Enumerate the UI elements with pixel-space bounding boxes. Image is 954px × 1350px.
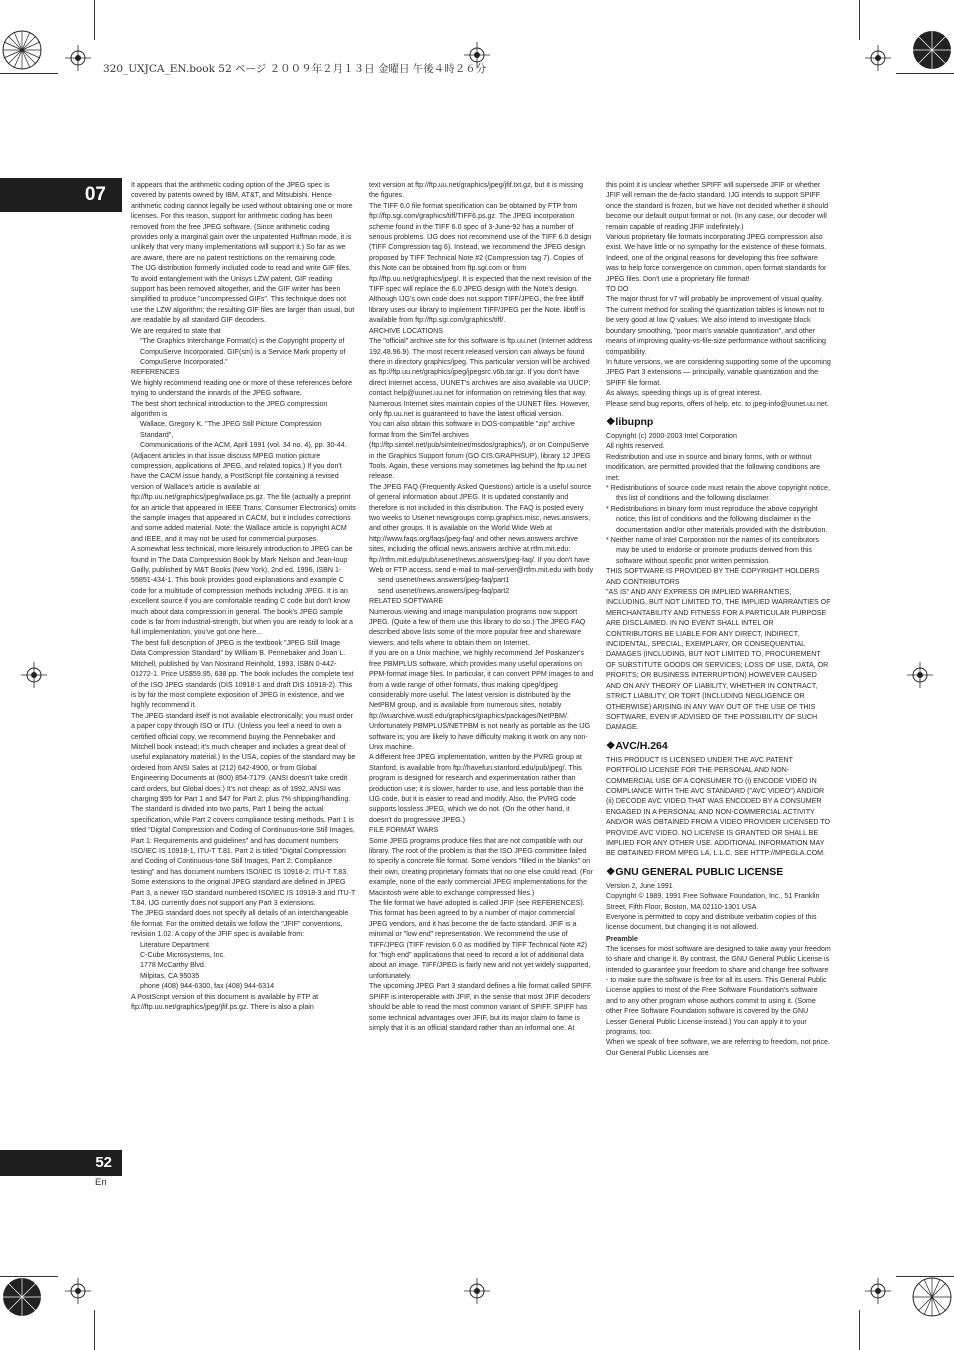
paragraph: Redistribution and use in source and binary forms, with or without modification, are permitted provided that the following conditions are met: — [606, 452, 821, 482]
paragraph: Please send bug reports, offers of help, etc. to jpeg-info@uunet.uu.net. — [606, 399, 829, 408]
crosshair-top-right — [865, 45, 891, 71]
subheading: Preamble — [606, 934, 638, 943]
paragraph: ARCHIVE LOCATIONS — [369, 326, 443, 335]
chapter-tab — [0, 178, 122, 212]
indented-line: Literature Department — [140, 940, 210, 949]
paragraph: As always, speeding things up is of great interest. — [606, 389, 762, 398]
page-number-tab — [0, 1150, 122, 1176]
section-heading: ❖GNU GENERAL PUBLIC LICENSE — [606, 865, 784, 878]
paragraph: Copyright © 1989, 1991 Free Software Foundation, Inc., 51 Franklin Street, Fifth Floor, Boston, MA 02110-1301 USA — [606, 892, 820, 911]
paragraph: "AS IS" AND ANY EXPRESS OR IMPLIED WARRANTIES, INCLUDING, BUT NOT LIMITED TO, THE IMPLIED WARRANTIES OF MERCHANTABILITY AND FITNESS FOR A PARTICULAR PURPOSE ARE DISCLAIMED. IN NO EVENT SHALL INTEL OR CONTRIBUTORS BE LIABLE FOR ANY DIRECT, INDIRECT, INCIDENTAL, SPECIAL, EXEMPLARY, OR CONSEQUENTIAL DAMAGES (INCLUDING, BUT NOT LIMITED TO, PROCUREMENT OF SUBSTITUTE GOODS OR SERVICES; LOSS OF USE, DATA, OR PROFITS; OR BUSINESS INTERRUPTION) HOWEVER CAUSED AND ON ANY THEORY OF LIABILITY, WHETHER IN CONTRACT, STRICT LIABILITY, OR TORT (INCLUDING NEGLIGENCE OR OTHERWISE) ARISING IN ANY WAY OUT OF THE USE OF THIS SOFTWARE, EVEN IF ADVISED OF THE POSSIBILITY OF SUCH DAMAGE. — [606, 588, 831, 732]
paragraph: this point it is unclear whether SPIFF will supersede JFIF or whether JFIF will remain the de-facto standard. IJG intends to support SPIFF once the standard is frozen, but we have not decided whether it should become our default output format or not. (In any case, our decoder will remain capable of reading JFIF indefinitely.) — [606, 181, 829, 231]
paragraph: Some extensions to the original JPEG standard are defined in JPEG Part 3, a newer ISO standard numbered ISO/IEC IS 10918-3 and ITU-T T.84. IJG currently does not support any Part 3 extensions. — [131, 878, 356, 908]
registration-mark-top-right — [910, 28, 954, 73]
paragraph: When we speak of free software, we are referring to freedom, not price. Our General Public Licenses are — [606, 1038, 830, 1057]
crosshair-middle-left — [21, 662, 47, 688]
paragraph: A different free JPEG implementation, written by the PVRG group at Stanford, is available from ftp://havefun.stanford.edu/pub/jpeg/. This program is designed for research and experimentation rather than production use; it is slower, harder to use, and less portable than the IJG code, but it is easier to read and modify. Also, the PVRG code supports lossless JPEG, which we do not. (On the other hand, it doesn't do progressive JPEG.) — [369, 753, 584, 824]
trim-line-bottom-left-v — [94, 1310, 95, 1350]
indented-line: Milpitas, CA 95035 — [140, 971, 200, 980]
indented-line: send usenet/news.answers/jpeg-faq/part2 — [378, 586, 510, 595]
indented-line: Wallace, Gregory K. "The JPEG Still Picture Compression Standard", — [140, 420, 322, 439]
paragraph: The best full description of JPEG is the textbook "JPEG Still Image Data Compression Standard" by William B. Pennebaker and Joan L. Mitchell, published by Van Nostrand Reinhold, 1993, ISBN 0-442-01272-1. Price US$59.95, 638 pp. The book includes the complete text of the ISO JPEG standards (DIS 10918-1 and draft DIS 10918-2). This is by far the most complete exposition of JPEG in existence, and we highly recommend it. — [131, 638, 354, 710]
trim-line-bottom-left-h — [0, 1276, 58, 1277]
registration-mark-bottom-right — [910, 1275, 954, 1320]
paragraph: A somewhat less technical, more leisurely introduction to JPEG can be found in The Data Compression Book by Mark Nelson and Jean-loup Gailly, published by M&T Books (New York), 2nd ed. 1996, ISBN 1-55851-434-1. This book provides good explanations and example C code for a multitude of compression methods including JPEG. It is an excellent source if you are comfortable reading C code but don't know much about data compression in general. The book's JPEG sample code is far from industrial-strength, but when you are ready to look at a full implementation, you've got one here... — [131, 545, 353, 637]
paragraph: THIS SOFTWARE IS PROVIDED BY THE COPYRIGHT HOLDERS AND CONTRIBUTORS — [606, 567, 820, 586]
paragraph: If you are on a Unix machine, we highly recommend Jef Poskanzer's free PBMPLUS software, which provides many useful operations on PPM-format image files. In particular, it can convert PPM images to and from a wide range of other formats, thus making cjpeg/djpeg considerably more useful. The latest version is distributed by the NetPBM group, and is available from numerous sites, notably ftp://wuarchive.wustl.edu/graphics/graphics/packages/NetPBM/. Unfortunately PBMPLUS/NETPBM is not nearly as portable as the IJG software is; you are likely to have difficulty making it work on any non-Unix machine. — [369, 649, 594, 751]
indented-line: Communications of the ACM, April 1991 (vol. 34 no. 4), pp. 30-44. — [140, 441, 347, 450]
print-header: 320_UXJCA_EN.book 52 ページ ２００９年２月１３日 金曜日 午後４時２６分 — [103, 63, 487, 75]
paragraph: The JPEG standard does not specify all details of an interchangeable file format. For the omitted details we follow the "JFIF" conventions, revision 1.02. A copy of the JFIF spec is available from: — [131, 909, 349, 939]
paragraph: The major thrust for v7 will probably be improvement of visual quality. The current method for scaling the quantization tables is known not to be very good at low Q values. We also intend to investigate block boundary smoothing, "poor man's variable quantization", and other means of improving quality-vs-file-size performance without sacrificing compatibility. — [606, 295, 826, 356]
paragraph: FILE FORMAT WARS — [369, 826, 439, 835]
indented-line: phone (408) 944-6300, fax (408) 944-6314 — [140, 982, 275, 991]
trim-line-bottom-right-h — [896, 1276, 954, 1277]
column-1 — [131, 180, 356, 1170]
trim-line-bottom-right-v — [859, 1310, 860, 1350]
crosshair-bottom-right — [865, 1278, 891, 1304]
paragraph: Copyright (c) 2000-2003 Intel Corporation — [606, 431, 737, 440]
section-heading: ❖AVC/H.264 — [606, 739, 668, 752]
registration-mark-top-left — [0, 28, 45, 73]
paragraph: The JPEG FAQ (Frequently Asked Questions) article is a useful source of general information about JPEG. It is updated constantly and therefore is not included in this distribution. The FAQ is posted every two weeks to Usenet newsgroups comp.graphics.misc, news.answers, and other groups. It is available on the World Wide Web at http://www.faqs.org/faqs/jpeg-faq/ and other news.answers archive sites, including the official news.answers archive at rtfm.mit.edu: ftp://rtfm.mit.edu/pub/usenet/news.answers/jpeg-faq/. If you don't have Web or FTP access, send e-mail to mail-server@rtfm.mit.edu with body — [369, 482, 594, 575]
section-heading: ❖libupnp — [606, 415, 654, 428]
indented-line: send usenet/news.answers/jpeg-faq/part1 — [378, 576, 510, 585]
registration-mark-bottom-left — [0, 1275, 45, 1320]
paragraph: The TIFF 6.0 file format specification can be obtained by FTP from ftp://ftp.sgi.com/graphics/tiff/TIFF6.ps.gz. The JPEG incorporation scheme found in the TIFF 6.0 spec of 3-June-92 has a number of serious problems. IJG does not recommend use of the TIFF 6.0 design (TIFF Compression tag 6). Instead, we recommend the JPEG design proposed by TIFF Technical Note #2 (Compression tag 7). Copies of this Note can be obtained from ftp.sgi.com or from ftp://ftp.uu.net/graphics/jpeg/. It is expected that the next revision of the TIFF spec will replace the 6.0 JPEG design with the Note's design. Although IJG's own code does not support TIFF/JPEG, the free libtiff library uses our library to implement TIFF/JPEG per the Note. libtiff is available from ftp://ftp.sgi.com/graphics/tiff/. — [369, 201, 592, 325]
paragraph: (Adjacent articles in that issue discuss MPEG motion picture compression, applications of JPEG, and related topics.) If you don't have the CACM issue handy, a PostScript file containing a revised version of Wallace's article is available at ftp://ftp.uu.net/graphics/jpeg/wallace.ps.gz. The file (actually a preprint for an article that appeared in IEEE Trans. Consumer Electronics) omits the sample images that appeared in CACM, but it includes corrections and some added material. Note: the Wallace article is copyright ACM and IEEE, and it may not be used for commercial purposes. — [131, 451, 356, 543]
paragraph: The IJG distribution formerly included code to read and write GIF files. To avoid entanglement with the Unisys LZW patent, GIF reading support has been removed altogether, and the GIF writer has been simplified to produce "uncompressed GIFs". This technique does not use the LZW algorithm; the resulting GIF files are larger than usual, but are readable by all standard GIF decoders. — [131, 264, 355, 325]
paragraph: RELATED SOFTWARE — [369, 597, 444, 606]
paragraph: You can also obtain this software in DOS-compatible "zip" archive format from the SimTel archives (ftp://ftp.simtel.net/pub/simtelnet/msdos/graphics/), or on CompuServe in the Graphics Support forum (GO CIS:GRAPHSUP), library 12 JPEG Tools. Again, these versions may sometimes lag behind the ftp.uu.net release. — [369, 420, 591, 481]
paragraph: The upcoming JPEG Part 3 standard defines a file format called SPIFF. SPIFF is interoperable with JFIF, in the sense that most JFIF decoders should be able to read the most common variant of SPIFF. SPIFF has some technical advantages over JFIF, but its major claim to fame is simply that it is an official standard rather than an informal one. At — [369, 982, 593, 1032]
paragraph: It appears that the arithmetic coding option of the JPEG spec is covered by patents owned by IBM, AT&T, and Mitsubishi. Hence arithmetic coding cannot legally be used without obtaining one or more licenses. For this reason, support for arithmetic coding has been removed from the free JPEG software. (Since arithmetic coding provides only a marginal gain over the unpatented Huffman mode, it is unlikely that very many implementations will support it.) So far as we are aware, there are no patent restrictions on the remaining code. — [131, 181, 353, 262]
bullet-item: * Redistributions in binary form must reproduce the above copyright notice, this list of conditions and the following disclaimer in the documentation and/or other materials provided with the distribution. — [606, 504, 828, 534]
trim-line-top-right-h — [896, 73, 954, 74]
trim-line-top-right-v — [859, 0, 860, 40]
paragraph: Everyone is permitted to copy and distribute verbatim copies of this license document, but changing it is not allowed. — [606, 913, 817, 932]
paragraph: THIS PRODUCT IS LICENSED UNDER THE AVC PATENT PORTFOLIO LICENSE FOR THE PERSONAL AND NON-COMMERCIAL USE OF A CONSUMER TO (i) ENCODE VIDEO IN COMPLIANCE WITH THE AVC STANDARD ("AVC VIDEO") AND/OR (ii) DECODE AVC VIDEO THAT WAS ENCODED BY A CONSUMER ENGAGED IN A PERSONAL AND NON-COMMERCIAL ACTIVITY AND/OR WAS OBTAINED FROM A VIDEO PROVIDER LICENSED TO PROVIDE AVC VIDEO. NO LICENSE IS GRANTED OR SHALL BE IMPLIED FOR ANY OTHER USE. ADDITIONAL INFORMATION MAY BE OBTAINED FROM MPEG LA, L.L.C. SEE HTTP://MPEGLA.COM. — [606, 755, 831, 858]
chapter-number: 07 — [84, 184, 106, 205]
page-number: 52 — [95, 1154, 112, 1171]
indented-line: C-Cube Microsystems, Inc. — [140, 951, 226, 960]
paragraph: Version 2, June 1991 — [606, 881, 673, 890]
column-3 — [606, 180, 831, 1180]
paragraph: Numerous Internet sites maintain copies of the UUNET files. However, only ftp.uu.net is guaranteed to have the latest official version. — [369, 399, 590, 418]
paragraph: Some JPEG programs produce files that are not compatible with our library. The root of the problem is that the ISO JPEG committee failed to specify a concrete file format. Some vendors "filled in the blanks" on their own, creating proprietary formats that no one else could read. (For example, none of the early commercial JPEG implementations for the Macintosh were able to exchange compressed files.) — [369, 836, 593, 897]
paragraph: The "official" archive site for this software is ftp.uu.net (Internet address 192.48.96.9). The most recent released version can always be found there in directory graphics/jpeg. This particular version will be archived as ftp://ftp.uu.net/graphics/jpeg/jpegsrc.v6b.tar.gz. If you don't have direct Internet access, UUNET's archives are also available via UUCP; contact help@uunet.uu.net for information on retrieving files that way. — [369, 337, 593, 398]
paragraph: The JPEG standard itself is not available electronically; you must order a paper copy through ISO or ITU. (Unless you feel a need to own a certified official copy, we recommend buying the Pennebaker and Mitchell book instead; it's much cheaper and includes a great deal of useful explanatory material.) In the USA, copies of the standard may be ordered from ANSI Sales at (212) 642-4900, or from Global Engineering Documents at (800) 854-7179. (ANSI doesn't take credit card orders, but Global does.) It's not cheap: as of 1992, ANSI was charging $95 for Part 1 and $47 for Part 2, plus 7% shipping/handling. The standard is divided into two parts, Part 1 being the actual specification, while Part 2 covers compliance testing methods. Part 1 is titled "Digital Compression and Coding of Continuous-tone Still Images, Part 1: Requirements and guidelines" and has document numbers ISO/IEC IS 10918-1, ITU-T T.81. Part 2 is titled "Digital Compression and Coding of Continuous-tone Still Images, Part 2: Compliance testing" and has document numbers ISO/IEC IS 10918-2, ITU-T T.83. — [131, 711, 356, 876]
paragraph: The file format we have adopted is called JFIF (see REFERENCES). This format has been agreed to by a number of major commercial JPEG vendors, and it has become the de facto standard. JFIF is a minimal or "low end" representation. We recommend the use of TIFF/JPEG (TIFF revision 6.0 as modified by TIFF Technical Note #2) for "high end" applications that need to record a lot of additional data about an image. TIFF/JPEG is fairly new and not yet widely supported, unfortunately. — [369, 899, 591, 980]
paragraph: REFERENCES — [131, 368, 180, 377]
paragraph: Numerous viewing and image manipulation programs now support JPEG. (Quite a few of them use this library to do so.) The JPEG FAQ described above lists some of the more popular free and shareware viewers, and tells where to obtain them on Internet. — [369, 607, 586, 647]
crosshair-middle-right — [907, 662, 933, 688]
bullet-item: * Neither name of Intel Corporation nor the names of its contributors may be used to endorse or promote products derived from this software without specific prior written permission. — [606, 536, 819, 565]
language-label: En — [95, 1177, 107, 1188]
bullet-item: * Redistributions of source code must retain the above copyright notice, this list of conditions and the following disclaimer. — [606, 483, 830, 503]
crosshair-top-left — [65, 45, 91, 71]
paragraph: TO DO — [606, 285, 629, 294]
paragraph: The licenses for most software are designed to take away your freedom to share and change it. By contrast, the GNU General Public License is intended to guarantee your freedom to share and change free software - to make sure the software is free for all its users. This General Public License applies to most of the Free Software Foundation's software and to any other program whose authors commit to using it. (Some other Free Software Foundation software is covered by the GNU Lesser General Public License instead.) You can apply it to your programs, too. — [606, 944, 831, 1037]
paragraph: text version at ftp://ftp.uu.net/graphics/jpeg/jfif.txt.gz, but it is missing the figures. — [369, 181, 584, 200]
crosshair-bottom-left — [65, 1278, 91, 1304]
paragraph: A PostScript version of this document is available by FTP at ftp://ftp.uu.net/graphics/jpeg/jfif.ps.gz. There is also a plain — [131, 992, 319, 1012]
paragraph: In future versions, we are considering supporting some of the upcoming JPEG Part 3 extensions — principally, variable quantization and the SPIFF file format. — [606, 357, 831, 387]
trim-line-top-left-h — [0, 73, 58, 74]
crosshair-bottom-center — [464, 1278, 490, 1304]
indented-line: "The Graphics Interchange Format(c) is the Copyright property of CompuServe Incorporated. GIF(sm) is a Service Mark property of CompuServe Incorporated." — [140, 337, 346, 366]
paragraph: We are required to state that — [131, 326, 221, 335]
column-2 — [369, 180, 594, 1180]
paragraph: Various proprietary file formats incorporating JPEG compression also exist. We have little or no sympathy for the existence of these formats. Indeed, one of the original reasons for developing this free software was to help force convergence on common, open format standards for JPEG files. Don't use a proprietary file format! — [606, 233, 827, 283]
paragraph: We highly recommend reading one or more of these references before trying to understand the innards of the JPEG software. — [131, 378, 353, 398]
paragraph: The best short technical introduction to the JPEG compression algorithm is — [131, 399, 328, 418]
paragraph: All rights reserved. — [606, 442, 665, 451]
trim-line-top-left-v — [94, 0, 95, 40]
indented-line: 1778 McCarthy Blvd. — [140, 961, 206, 970]
